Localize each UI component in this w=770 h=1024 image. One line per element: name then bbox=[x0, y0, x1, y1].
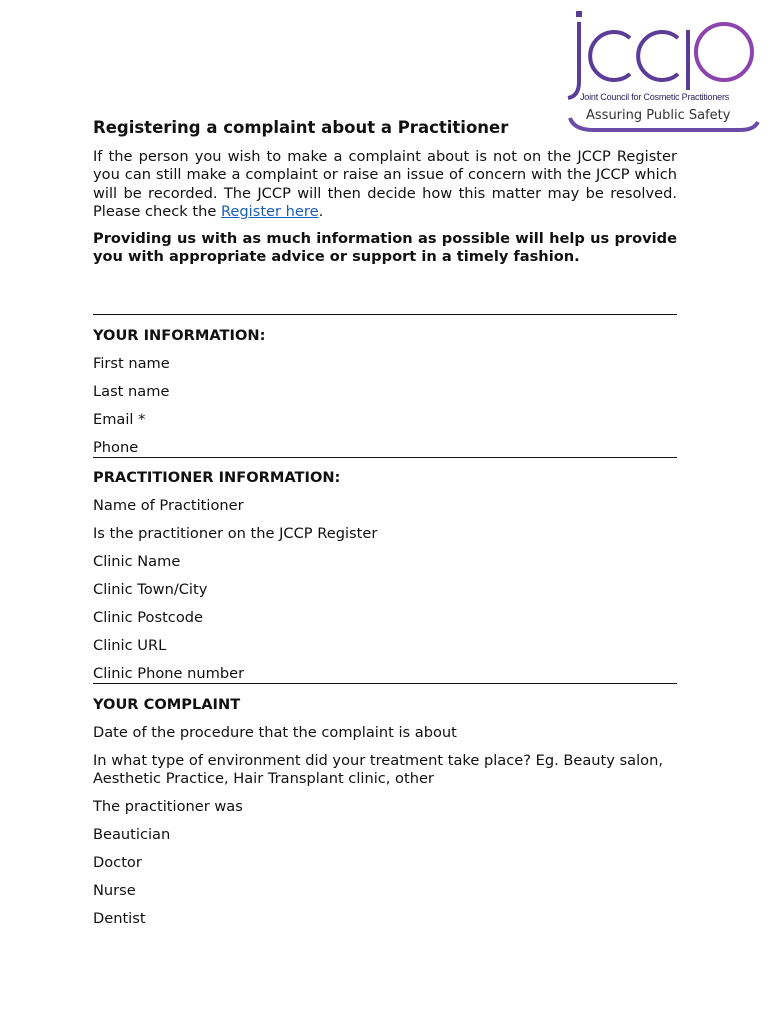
your-complaint-heading: YOUR COMPLAINT bbox=[93, 696, 241, 713]
logo-tagline: Assuring Public Safety bbox=[586, 108, 731, 123]
section-divider-top bbox=[93, 314, 677, 315]
your-information-heading: YOUR INFORMATION: bbox=[93, 327, 266, 344]
option-beautician[interactable]: Beautician bbox=[93, 826, 171, 843]
logo-org-name: Joint Council for Cosmetic Practitioners bbox=[580, 92, 730, 102]
field-clinic-town[interactable]: Clinic Town/City bbox=[93, 581, 208, 598]
section-divider bbox=[93, 683, 677, 684]
field-last-name[interactable]: Last name bbox=[93, 383, 170, 400]
field-first-name[interactable]: First name bbox=[93, 355, 170, 372]
field-clinic-name[interactable]: Clinic Name bbox=[93, 553, 181, 570]
field-practitioner-name[interactable]: Name of Practitioner bbox=[93, 497, 244, 514]
field-procedure-date[interactable]: Date of the procedure that the complaint is about bbox=[93, 724, 457, 741]
option-dentist[interactable]: Dentist bbox=[93, 910, 146, 927]
document-content bbox=[93, 116, 677, 267]
register-link[interactable]: Register here bbox=[220, 202, 319, 220]
intro-end: . bbox=[318, 202, 324, 220]
notice-paragraph: Providing us with as much information as possible will help us provide you with appropriate advice or support in a timely fashion. bbox=[93, 230, 677, 266]
option-nurse[interactable]: Nurse bbox=[93, 882, 136, 899]
field-clinic-postcode[interactable]: Clinic Postcode bbox=[93, 609, 203, 626]
page-title: Registering a complaint about a Practitioner bbox=[93, 118, 509, 137]
field-clinic-phone[interactable]: Clinic Phone number bbox=[93, 665, 245, 682]
field-clinic-url[interactable]: Clinic URL bbox=[93, 637, 167, 654]
field-treatment-environment[interactable]: In what type of environment did your treatment take place? Eg. Beauty salon, Aesthetic Practice, Hair Transplant clinic, other bbox=[93, 752, 663, 787]
option-doctor[interactable]: Doctor bbox=[93, 854, 142, 871]
field-practitioner-was: The practitioner was bbox=[93, 798, 243, 815]
section-divider bbox=[93, 457, 677, 458]
field-phone[interactable]: Phone bbox=[93, 439, 139, 456]
practitioner-information-heading: PRACTITIONER INFORMATION: bbox=[93, 469, 341, 486]
intro-text: If the person you wish to make a complaint about is not on the JCCP Register you can still make a complaint or raise an issue of concern with the JCCP which will be recorded. The JCCP will then decide how this matter may be resolved. Please check the bbox=[93, 148, 677, 220]
intro-paragraph bbox=[93, 148, 677, 221]
field-on-register[interactable]: Is the practitioner on the JCCP Register bbox=[93, 525, 378, 542]
field-email[interactable]: Email * bbox=[93, 411, 146, 428]
